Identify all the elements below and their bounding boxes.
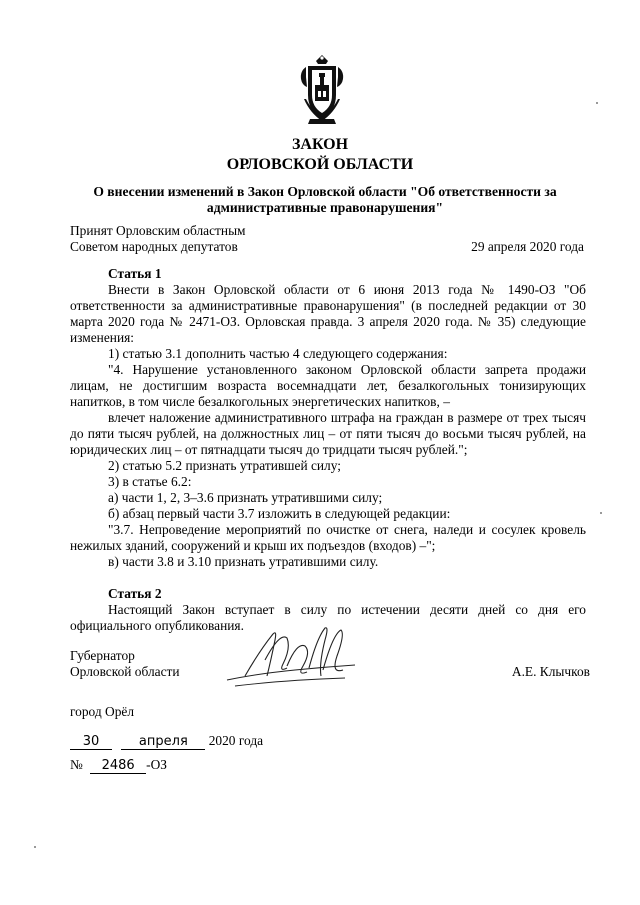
law-body: [70, 266, 586, 634]
signatory-block: [70, 648, 590, 696]
signing-day: 30: [70, 735, 112, 750]
article2-text: Настоящий Закон вступает в силу по истечении десяти дней со дня его официального опубликования.: [70, 602, 586, 633]
article1-item3a: а) части 1, 2, 3–3.6 признать утратившими силу;: [108, 490, 383, 505]
scan-speck: [600, 512, 602, 514]
adoption-date: 29 апреля 2020 года: [471, 239, 584, 254]
signatory-position-line2: Орловской области: [70, 664, 180, 679]
signing-date: [70, 733, 263, 750]
signing-month: апреля: [121, 735, 205, 750]
adoption-line2: Советом народных депутатов: [70, 239, 238, 254]
article1-quote1-continued: влечет наложение административного штрафа на граждан в размере от трех тысяч до пяти тысяч рублей, на должностных лиц – от пяти тысяч до восьми тысяч рублей, на юридических лиц – от пятнадцати тысяч до тридцати тысяч рублей.";: [70, 410, 586, 457]
law-number-suffix: -ОЗ: [146, 757, 167, 772]
law-subject: [90, 184, 560, 216]
article1-item3b: б) абзац первый части 3.7 изложить в следующей редакции:: [108, 506, 451, 521]
article1-quote2: "3.7. Непроведение мероприятий по очистке от снега, наледи и сосулек кровель нежилых зданий, сооружений и крыш их подъездов (входов) –";: [70, 522, 586, 553]
law-subject-line2: административные правонарушения": [206, 200, 444, 215]
scan-speck: [34, 846, 36, 848]
adoption-block: [70, 223, 590, 255]
article1-quote1: "4. Нарушение установленного законом Орловской области запрета продажи лицам, не достигшим возраста восемнадцати лет, безалкогольных тонизирующих напитков, в том числе безалкогольных энергетических напитков, –: [70, 362, 586, 409]
law-number: [70, 757, 167, 774]
scan-speck: [596, 102, 598, 104]
signatory-position-line1: Губернатор: [70, 648, 135, 663]
coat-of-arms-emblem: [298, 55, 346, 125]
law-title: ЗАКОН: [291, 136, 349, 153]
signing-year: 2020 года: [208, 733, 264, 748]
adoption-line1: Принят Орловским областным: [70, 223, 246, 238]
city-label: город Орёл: [70, 704, 135, 719]
article1-item3: 3) в статье 6.2:: [108, 474, 192, 489]
signatory-name: А.Е. Клычков: [511, 664, 590, 679]
article1-intro: Внести в Закон Орловской области от 6 июня 2013 года № 1490-ОЗ "Об ответственности за административные правонарушения" (в последней редакции от 30 марта 2020 года № 2471-ОЗ. Орловская правда. 3 апреля 2020 года. № 35) следующие изменения:: [70, 282, 586, 345]
article1-heading: Статья 1: [108, 266, 162, 281]
article2-heading: Статья 2: [108, 586, 162, 601]
law-subject-line1: О внесении изменений в Закон Орловской области "Об ответственности за: [93, 184, 557, 199]
law-number-value: 2486: [90, 759, 146, 774]
article1-item3c: в) части 3.8 и 3.10 признать утратившими силу.: [108, 554, 379, 569]
law-region-title: ОРЛОВСКОЙ ОБЛАСТИ: [226, 156, 414, 173]
article1-item1: 1) статью 3.1 дополнить частью 4 следующего содержания:: [108, 346, 448, 361]
article1-item2: 2) статью 5.2 признать утратившей силу;: [108, 458, 341, 473]
law-number-prefix: №: [70, 757, 83, 772]
